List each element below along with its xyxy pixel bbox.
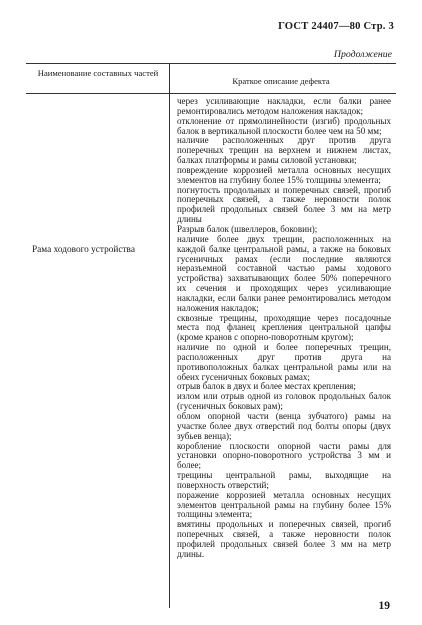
- defect-item: Разрыв балок (швеллеров, боковин);: [177, 223, 318, 234]
- defect-item: наличие по одной и более поперечных трещин, расположенных друг против друга на противоположных балках центральной рамы или на обеих гусеничных боковых рамах;: [177, 342, 391, 382]
- page-number: 19: [378, 600, 390, 612]
- defect-item: облом опорной части (венца зубчатого) рамы на участке более двух отверстий под болты опоры (двух зубьев венца);: [177, 411, 391, 441]
- defects-table: [26, 63, 396, 608]
- defect-item: трещины центральной рамы, выходящие на поверхность отверстий;: [177, 470, 391, 490]
- column-header-defect: Краткое описание дефекта: [232, 76, 330, 86]
- defect-item: через усиливающие накладки, если балки ранее ремонтировались методом наложения накладок;: [177, 96, 391, 116]
- defect-item: наличие расположенных друг против друга поперечных трещин на верхнем и нижнем листах, балках платформы и рамы силовой установки;: [177, 135, 391, 166]
- defect-item: наличие более двух трещин, расположенных на каждой балке центральной рамы, а также на боковых гусеничных рамах (если последние являются неразъемной составной частью рамы ходового устройства) захватывающих более 50% поперечного их сечения и проходящих через усиливающие накладки, если балки ранее ремонтировались методом наложения накладок;: [177, 233, 391, 313]
- column-header-parts: Наименование составных частей: [37, 68, 159, 78]
- part-name-cell: Рама ходового устройства: [32, 245, 135, 255]
- defect-item: коробление плоскости опорной части рамы для установки опорно-поворотного устройства 3 мм и более;: [177, 440, 391, 471]
- header-bottom-rule: [26, 93, 396, 94]
- defect-item: сквозные трещины, проходящие через посадочные места под фланец крепления центральной цапфы (кроме кранов с опорно-поворотным кругом);: [177, 312, 391, 343]
- defect-description-cell: [177, 97, 391, 560]
- defect-item: погнутость продольных и поперечных связей, прогиб поперечных связей, а также неровности полок профилей продольных связей более 3 мм на метр длины: [177, 184, 391, 225]
- defect-item: отклонение от прямолинейности (изгиб) продольных балок в вертикальной плоскости более чем на 50 мм;: [177, 115, 391, 136]
- standard-header: ГОСТ 24407—80 Стр. 3: [278, 21, 394, 32]
- table-top-rule: [26, 63, 396, 64]
- column-divider: [169, 63, 170, 608]
- defect-item: излом или отрыв одной из головок продольных балок (гусеничных боковых рам);: [177, 391, 391, 412]
- defect-item: повреждение коррозией металла основных несущих элементов на глубину более 15% толщины элемента;: [177, 164, 391, 185]
- continuation-label: Продолжение: [333, 49, 392, 60]
- defect-item: поражение коррозией металла основных несущих элементов центральной рамы на глубину более 15% толщины элемента;: [177, 489, 391, 520]
- defect-item: отрыв балок в двух и более местах крепления;: [177, 381, 356, 392]
- defect-item: вмятины продольных и поперечных связей, прогиб поперечных связей, а также неровности полок профилей продольных связей более 3 мм на метр длины.: [177, 519, 391, 559]
